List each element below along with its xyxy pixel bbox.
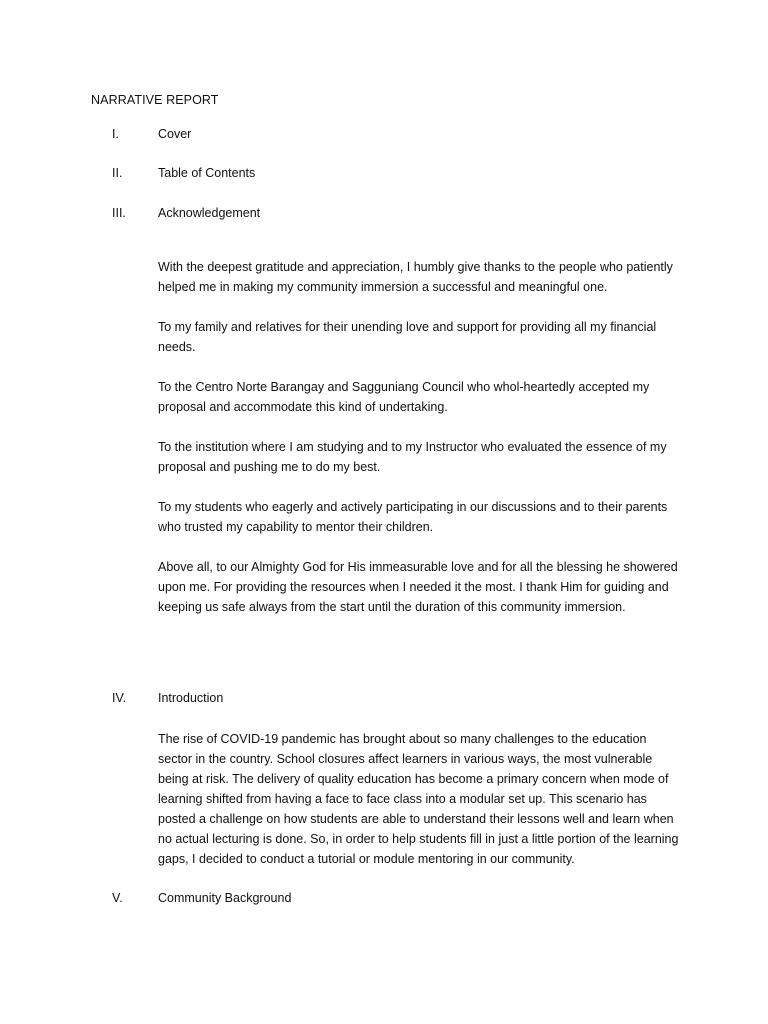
- document-title: NARRATIVE REPORT: [91, 93, 219, 107]
- acknowledgement-paragraph: To my students who eagerly and actively participating in our discussions and to their parents who trusted my capability to mentor their children.: [158, 500, 668, 534]
- section-number: III.: [112, 206, 126, 220]
- acknowledgement-paragraph: To my family and relatives for their unending love and support for providing all my financial needs.: [158, 320, 657, 354]
- section-label: Acknowledgement: [158, 206, 261, 220]
- section-label: Community Background: [158, 891, 292, 905]
- section-number: IV.: [112, 691, 127, 705]
- acknowledgement-paragraph: To the Centro Norte Barangay and Sagguniang Council who whol-heartedly accepted my proposal and accommodate this kind of undertaking.: [158, 380, 650, 414]
- acknowledgement-paragraph: With the deepest gratitude and appreciation, I humbly give thanks to the people who patiently helped me in making my community immersion a successful and meaningful one.: [158, 260, 673, 294]
- section-number: V.: [112, 891, 123, 905]
- section-number: I.: [112, 127, 119, 141]
- acknowledgement-paragraph: To the institution where I am studying and to my Instructor who evaluated the essence of my proposal and pushing me to do my best.: [158, 440, 667, 474]
- section-label: Cover: [158, 127, 192, 141]
- section-label: Introduction: [158, 691, 224, 705]
- acknowledgement-paragraph: Above all, to our Almighty God for His immeasurable love and for all the blessing he showered upon me. For providing the resources when I needed it the most. I thank Him for guiding and keeping us safe always from the start until the duration of this community immersion.: [158, 560, 678, 614]
- introduction-paragraph: The rise of COVID-19 pandemic has brought about so many challenges to the education sector in the country. School closures affect learners in various ways, the most vulnerable being at risk. The delivery of quality education has become a primary concern when mode of learning shifted from having a face to face class into a modular set up. This scenario has posted a challenge on how students are able to understand their lessons well and learn when no actual lecturing is done. So, in order to help students fill in just a little portion of the learning gaps, I decided to conduct a tutorial or module mentoring in our community.: [158, 732, 679, 866]
- section-label: Table of Contents: [158, 166, 256, 180]
- section-number: II.: [112, 166, 123, 180]
